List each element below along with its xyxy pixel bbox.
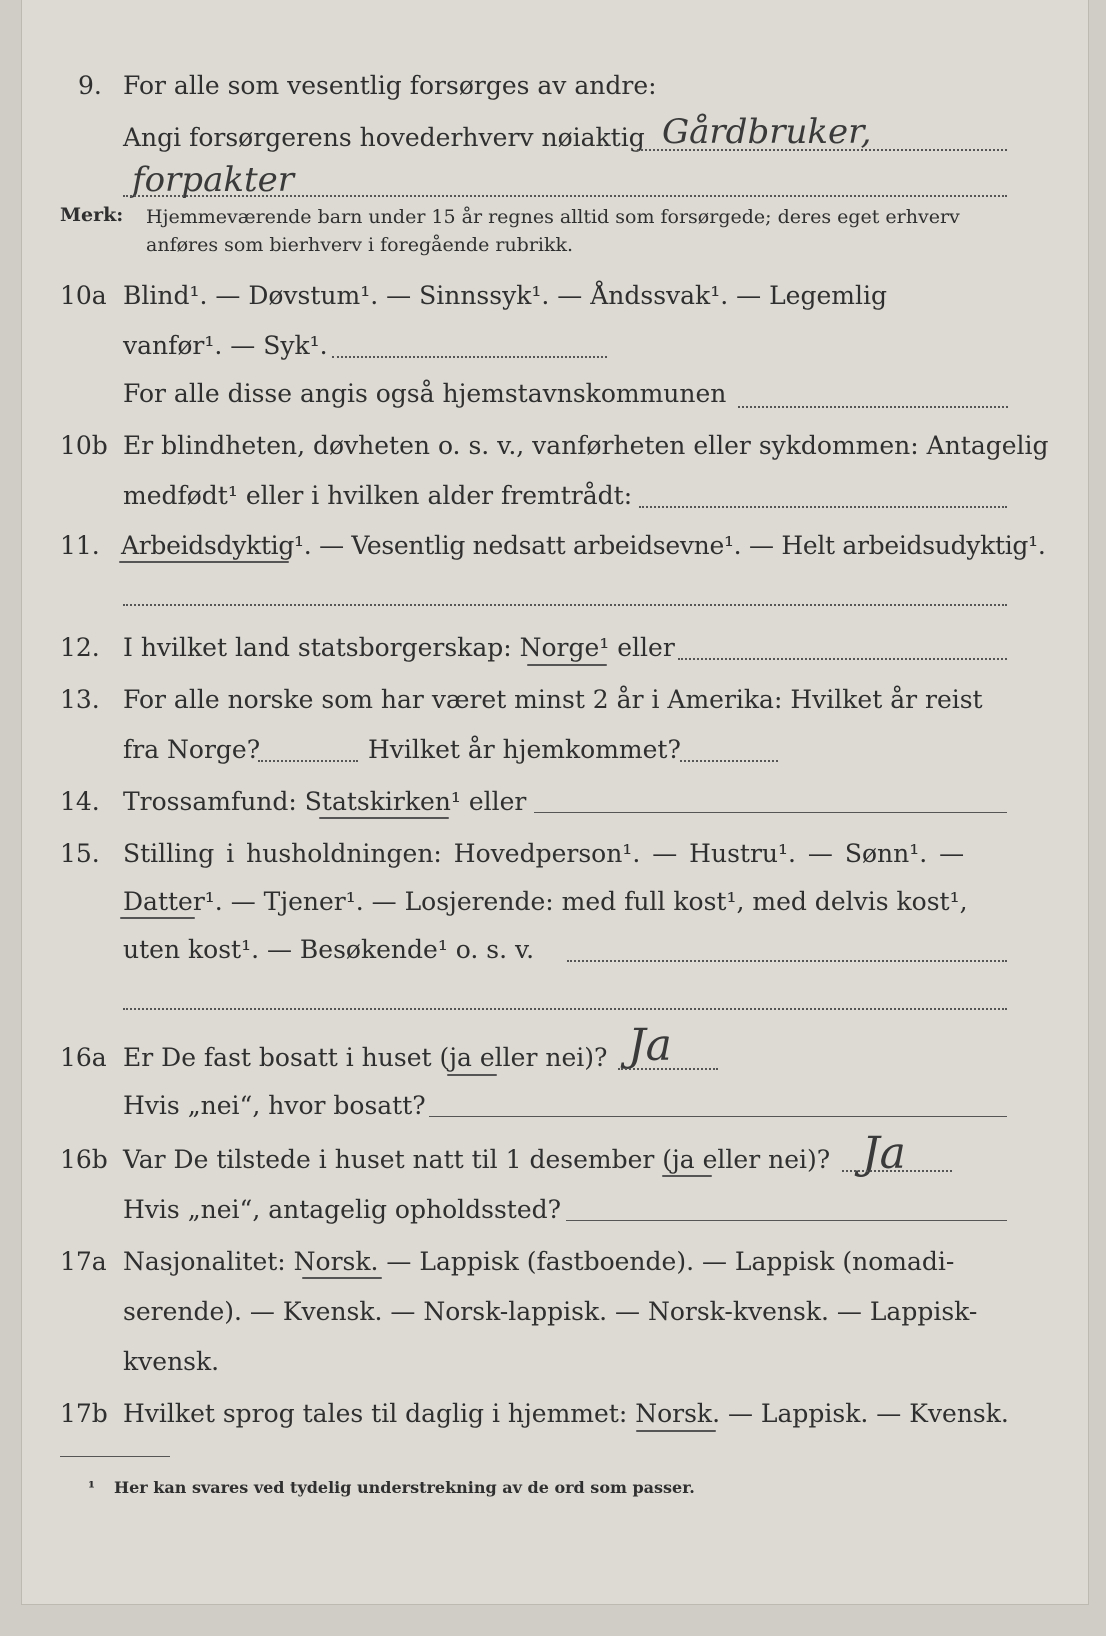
- q9-answer-line2: [123, 195, 1007, 197]
- q12-answer-line: [678, 658, 1007, 660]
- q17a-number: 17a: [60, 1247, 107, 1276]
- q16b-line1: Var De tilstede i huset natt til 1 desember (ja eller nei)?: [123, 1145, 831, 1174]
- q14-number: 14.: [60, 787, 100, 816]
- q16b-line2: Hvis „nei“, antagelig opholdssted?: [123, 1195, 562, 1224]
- merk-line1: Hjemmeværende barn under 15 år regnes alltid som forsørgede; deres eget erhverv: [146, 206, 960, 228]
- q11-answer-line: [123, 604, 1007, 606]
- q11-line1: Arbeidsdyktig¹. — Vesentlig nedsatt arbeidsevne¹. — Helt arbeidsudyktig¹.: [121, 531, 1046, 560]
- q17b-number: 17b: [60, 1399, 108, 1428]
- q17a-line1: Nasjonalitet: Norsk. — Lappisk (fastboende). — Lappisk (nomadi-: [123, 1247, 955, 1276]
- q16b-location-line: [566, 1220, 1007, 1221]
- q10a-line2: vanfør¹. — Syk¹.: [123, 331, 328, 360]
- q10a-hometown-line: [738, 406, 1008, 408]
- q16a-line2: Hvis „nei“, hvor bosatt?: [123, 1091, 426, 1120]
- q13-line1: For alle norske som har været minst 2 år i Amerika: Hvilket år reist: [123, 685, 983, 714]
- q11-number: 11.: [60, 531, 100, 560]
- q17b-line1: Hvilket sprog tales til daglig i hjemmet: Norsk. — Lappisk. — Kvensk.: [123, 1399, 1009, 1428]
- q16a-number: 16a: [60, 1043, 107, 1072]
- q16b-number: 16b: [60, 1145, 108, 1174]
- q16a-line1: Er De fast bosatt i huset (ja eller nei)?: [123, 1043, 608, 1072]
- footnote-mark: ¹: [88, 1478, 96, 1497]
- q17a-line3: kvensk.: [123, 1347, 220, 1376]
- q12-number: 12.: [60, 633, 100, 662]
- q15-answer-line2: [123, 1008, 1007, 1010]
- q16a-underline-ja: [447, 1074, 497, 1076]
- q15-number: 15.: [60, 839, 100, 868]
- q16b-underline-ja: [662, 1175, 712, 1177]
- q9-line2: Angi forsørgerens hovederhverv nøiaktig: [123, 123, 645, 152]
- census-form-page: [22, 0, 1088, 1604]
- q13-number: 13.: [60, 685, 100, 714]
- q14-line1: Trossamfund: Statskirken¹ eller: [123, 787, 527, 816]
- q9-number: 9.: [78, 71, 102, 100]
- q9-line1: For alle som vesentlig forsørges av andre:: [123, 71, 657, 100]
- q16b-answer-line: [842, 1170, 952, 1172]
- q16b-handwritten-answer: Ja: [862, 1128, 906, 1179]
- q9-handwritten-answer1: Gårdbruker,: [662, 112, 872, 152]
- q16a-handwritten-answer: Ja: [628, 1020, 672, 1071]
- q10a-line1: Blind¹. — Døvstum¹. — Sinnssyk¹. — Åndssvak¹. — Legemlig: [123, 281, 887, 310]
- q10a-number: 10a: [60, 281, 107, 310]
- q14-underline-statskirken: [319, 817, 449, 819]
- merk-line2: anføres som bierhverv i foregående rubrikk.: [146, 234, 574, 256]
- q10b-line1: Er blindheten, døvheten o. s. v., vanførheten eller sykdommen: Antagelig: [123, 431, 1049, 460]
- q10b-answer-line: [639, 506, 1007, 508]
- q10a-answer-line: [332, 356, 607, 358]
- q12-line1: I hvilket land statsborgerskap: Norge¹ eller: [123, 633, 675, 662]
- q15-line3: uten kost¹. — Besøkende¹ o. s. v.: [123, 935, 535, 964]
- q15-line2: Datter¹. — Tjener¹. — Losjerende: med full kost¹, med delvis kost¹,: [123, 887, 968, 916]
- q10a-line3: For alle disse angis også hjemstavnskommunen: [123, 379, 727, 408]
- q14-answer-line: [534, 812, 1007, 813]
- q15-answer-line: [567, 960, 1007, 962]
- q11-underline-arbeidsdyktig: [119, 561, 289, 563]
- q17a-line2: serende). — Kvensk. — Norsk-lappisk. — Norsk-kvensk. — Lappisk-: [123, 1297, 978, 1326]
- q10b-number: 10b: [60, 431, 108, 460]
- q12-underline-norge: [527, 664, 607, 666]
- footnote-text: Her kan svares ved tydelig understrekning av de ord som passer.: [114, 1478, 695, 1497]
- q17a-underline-norsk: [302, 1277, 382, 1279]
- q13-line2a: fra Norge?: [123, 735, 261, 764]
- q16a-answer-line: [618, 1068, 718, 1070]
- footnote-rule: [60, 1456, 170, 1457]
- q15-underline-datter: [120, 917, 195, 919]
- q9-handwritten-answer2: forpakter: [132, 160, 294, 200]
- q13-return-line: [680, 760, 778, 762]
- q15-line1: Stilling i husholdningen: Hovedperson¹. — Hustru¹. — Sønn¹. —: [123, 839, 965, 868]
- q13-departure-line: [258, 760, 358, 762]
- q16a-residence-line: [429, 1116, 1007, 1117]
- q13-line2b: Hvilket år hjemkommet?: [368, 735, 681, 764]
- q10b-line2: medfødt¹ eller i hvilken alder fremtrådt:: [123, 481, 633, 510]
- q17b-underline-norsk: [636, 1430, 716, 1432]
- merk-label: Merk:: [60, 204, 124, 226]
